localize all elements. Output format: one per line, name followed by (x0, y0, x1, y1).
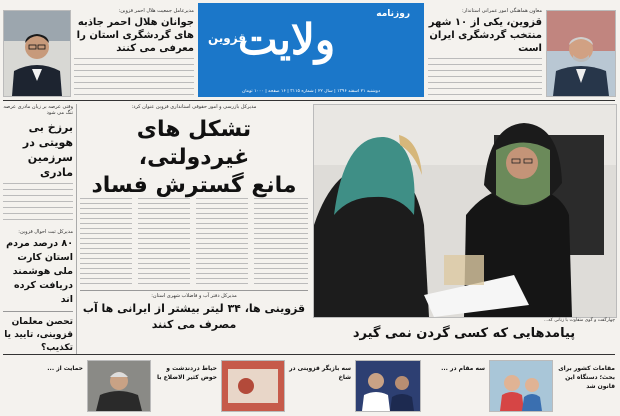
top-right-headline: قزوین، یکی از ۱۰ شهر منتخب گردشگری ایران است (428, 17, 542, 54)
bottom-story-1: حیاط دردندشت و حوض کثیر الاضلاع با (156, 365, 217, 381)
main-headline-1: تشکل های غیردولتی، (136, 117, 252, 170)
main-photo (313, 104, 617, 318)
main-photo-caption: چهارگفت و گوی متفاوت با زنانی که... (543, 318, 615, 323)
bottom-story-4: مقامات کشور برای بحث؛ دستگاه این قانون شد (558, 365, 615, 390)
main-photo-headline: پیامدهایی که کسی گردن نمی گیرد (352, 326, 576, 341)
masthead-small-title: روزنامه (376, 9, 410, 19)
top-left-body (74, 58, 194, 102)
left-kicker-2: مدیرکل ثبت احوال قزوین: (18, 229, 73, 235)
left-kicker-1: وقتی عرصه بر زبان مادری عرصه تنگ می شود (3, 104, 73, 116)
bottom-story-2: سه بازیگر قزوینی در شاخ (289, 365, 351, 381)
bottom-photo-1 (87, 360, 151, 412)
top-right-photo (546, 10, 616, 97)
main-kicker: مدیرکل بازرسی و امور حقوقی استانداری قزوین عنوان کرد: (131, 104, 257, 110)
top-left-photo (3, 10, 71, 97)
masthead-dateline: دوشنبه ۲۱ اسفند ۱۳۹۶ | سال ۲۲ | شماره ۳۱۱۵ | ۱۶ صفحه | ۱۰۰۰ تومان (242, 89, 380, 94)
bottom-photo-3 (355, 360, 421, 412)
top-left-kicker: مدیرعامل جمعیت هلال احمر قزوین: (118, 8, 194, 14)
masthead-city: قزوین (208, 31, 247, 45)
main-body-text (80, 198, 308, 286)
bottom-photo-4 (489, 360, 553, 412)
top-right-kicker: معاون هماهنگی امور عمرانی استاندار: (462, 8, 542, 14)
bottom-middle-kicker: مدیرکل دفتر آب و فاضلاب شهری استان: (151, 293, 237, 299)
top-right-body (428, 58, 542, 98)
bottom-story-3: سه مقام در ... (441, 365, 485, 372)
bottom-strip (3, 358, 615, 414)
main-headline-2: مانع گسترش فساد (91, 173, 297, 198)
top-left-headline: جوانان هلال احمر جاذبه های گردشگری استان را معرفی می کنند (76, 17, 194, 54)
left-story-1: برزخ بی هویتی در سرزمین مادری (22, 121, 73, 179)
left-story-2: ۸۰ درصد مردم استان کارت ملی هوشمند دریافت کرده اند (6, 238, 73, 305)
left-story-3: تحصن معلمان قزوینی، تایید یا تکذیب؟ (4, 317, 73, 353)
bottom-story-0: حمایت از ... (47, 365, 83, 372)
masthead-name: ولایت (238, 15, 336, 64)
bottom-middle-headline: قزوینی ها، ۳۴ لیتر بیشتر از ایرانی ها آب مصرف می کنند (82, 302, 306, 331)
left-body-1 (3, 183, 73, 223)
bottom-photo-2 (221, 360, 285, 412)
masthead (198, 3, 424, 97)
